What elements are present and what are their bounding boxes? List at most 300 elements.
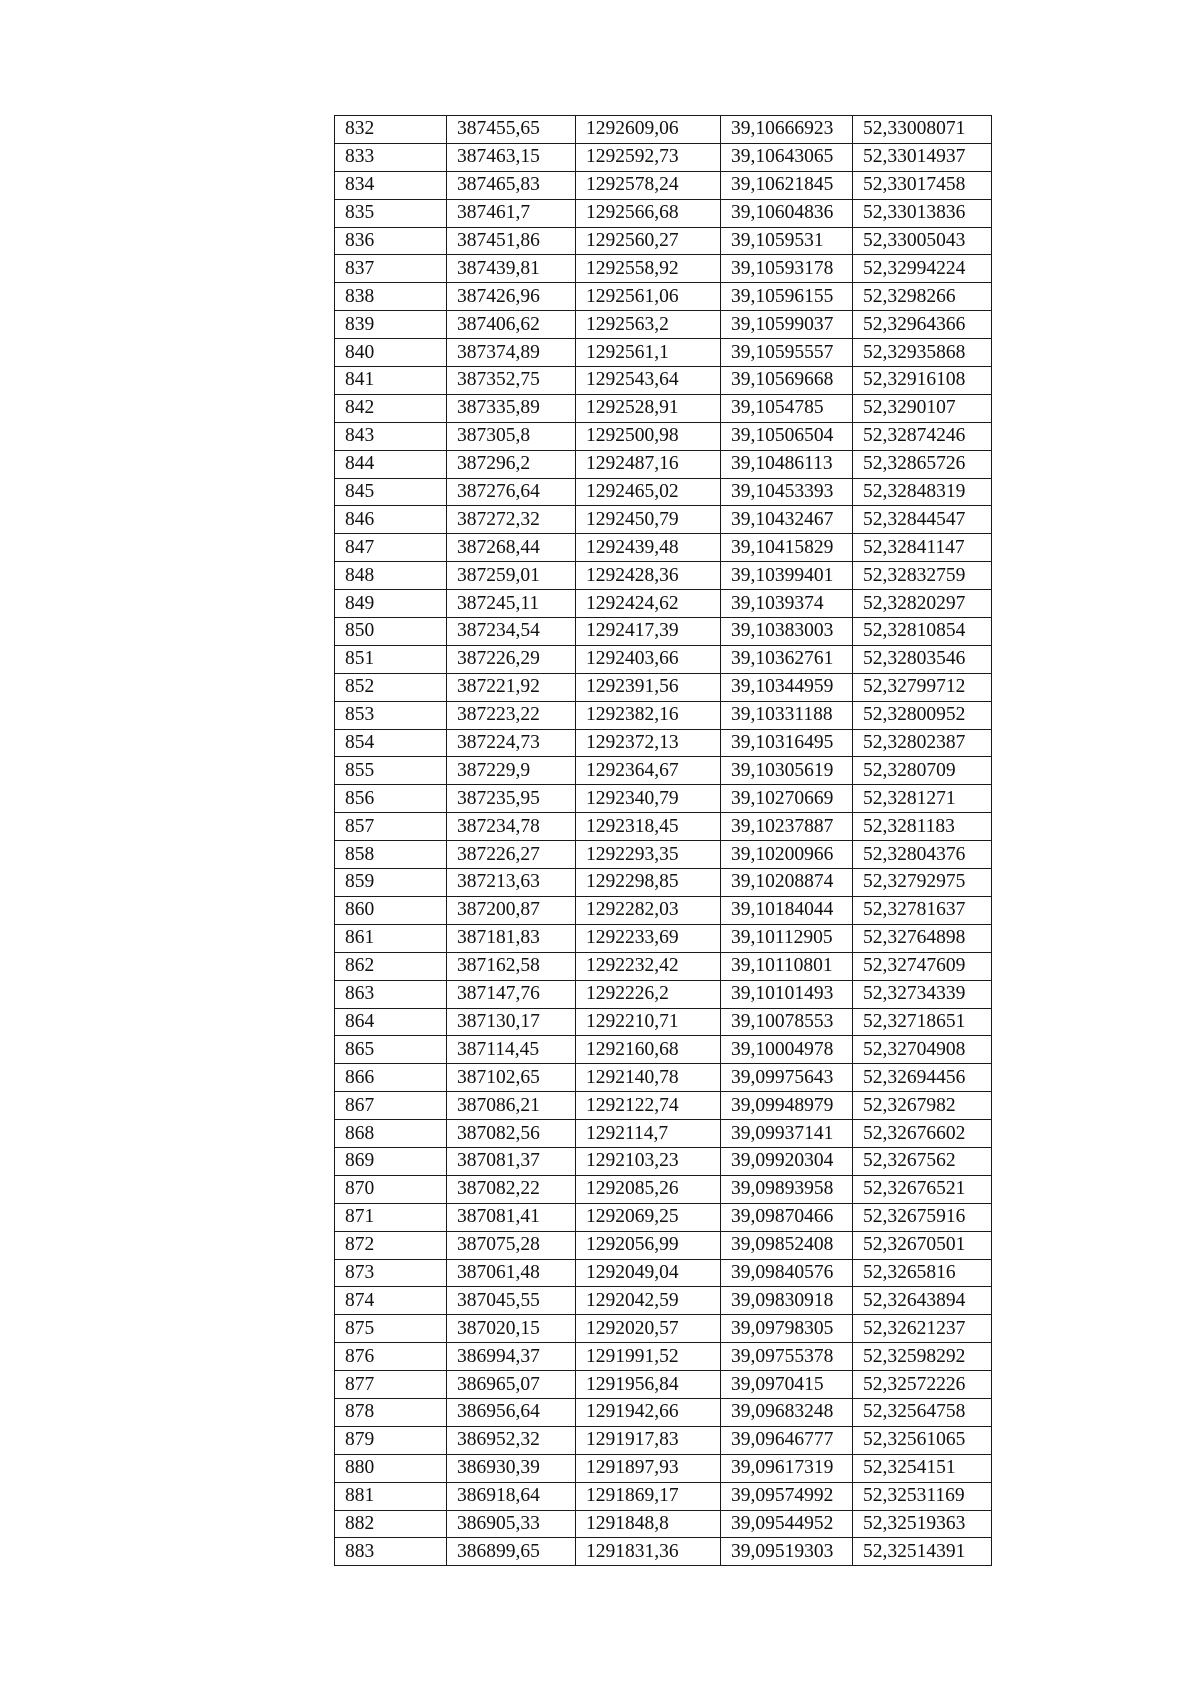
point-number-cell: 858 <box>335 841 447 869</box>
table-row <box>335 367 992 395</box>
point-number-cell: 847 <box>335 534 447 562</box>
x-coordinate-cell: 386918,64 <box>447 1482 576 1510</box>
latitude-cell: 52,32694456 <box>853 1064 992 1092</box>
latitude-cell: 52,33017458 <box>853 171 992 199</box>
table-row <box>335 590 992 618</box>
longitude-cell: 39,10506504 <box>721 422 853 450</box>
y-coordinate-cell: 1292020,57 <box>576 1315 721 1343</box>
longitude-cell: 39,10593178 <box>721 255 853 283</box>
point-number-cell: 875 <box>335 1315 447 1343</box>
y-coordinate-cell: 1292056,99 <box>576 1231 721 1259</box>
longitude-cell: 39,09937141 <box>721 1120 853 1148</box>
table-row <box>335 1538 992 1566</box>
point-number-cell: 874 <box>335 1287 447 1315</box>
y-coordinate-cell: 1292114,7 <box>576 1120 721 1148</box>
longitude-cell: 39,10316495 <box>721 729 853 757</box>
x-coordinate-cell: 387455,65 <box>447 116 576 144</box>
latitude-cell: 52,33013836 <box>853 199 992 227</box>
table-row <box>335 701 992 729</box>
x-coordinate-cell: 387406,62 <box>447 311 576 339</box>
y-coordinate-cell: 1292122,74 <box>576 1092 721 1120</box>
latitude-cell: 52,32643894 <box>853 1287 992 1315</box>
y-coordinate-cell: 1292049,04 <box>576 1259 721 1287</box>
point-number-cell: 842 <box>335 394 447 422</box>
latitude-cell: 52,32561065 <box>853 1426 992 1454</box>
latitude-cell: 52,32781637 <box>853 896 992 924</box>
x-coordinate-cell: 387296,2 <box>447 450 576 478</box>
y-coordinate-cell: 1292558,92 <box>576 255 721 283</box>
x-coordinate-cell: 386965,07 <box>447 1371 576 1399</box>
latitude-cell: 52,32572226 <box>853 1371 992 1399</box>
longitude-cell: 39,10596155 <box>721 283 853 311</box>
y-coordinate-cell: 1292382,16 <box>576 701 721 729</box>
point-number-cell: 857 <box>335 813 447 841</box>
point-number-cell: 834 <box>335 171 447 199</box>
table-row <box>335 116 992 144</box>
x-coordinate-cell: 387061,48 <box>447 1259 576 1287</box>
table-row <box>335 1482 992 1510</box>
longitude-cell: 39,10112905 <box>721 924 853 952</box>
y-coordinate-cell: 1291917,83 <box>576 1426 721 1454</box>
longitude-cell: 39,10595557 <box>721 339 853 367</box>
point-number-cell: 862 <box>335 952 447 980</box>
point-number-cell: 880 <box>335 1454 447 1482</box>
longitude-cell: 39,1059531 <box>721 227 853 255</box>
longitude-cell: 39,09574992 <box>721 1482 853 1510</box>
x-coordinate-cell: 386952,32 <box>447 1426 576 1454</box>
longitude-cell: 39,10344959 <box>721 673 853 701</box>
x-coordinate-cell: 387463,15 <box>447 143 576 171</box>
longitude-cell: 39,10004978 <box>721 1036 853 1064</box>
latitude-cell: 52,32799712 <box>853 673 992 701</box>
longitude-cell: 39,09830918 <box>721 1287 853 1315</box>
latitude-cell: 52,32718651 <box>853 1008 992 1036</box>
point-number-cell: 836 <box>335 227 447 255</box>
point-number-cell: 854 <box>335 729 447 757</box>
x-coordinate-cell: 387045,55 <box>447 1287 576 1315</box>
longitude-cell: 39,09798305 <box>721 1315 853 1343</box>
table-row <box>335 1120 992 1148</box>
table-row <box>335 283 992 311</box>
y-coordinate-cell: 1292592,73 <box>576 143 721 171</box>
point-number-cell: 851 <box>335 645 447 673</box>
latitude-cell: 52,32621237 <box>853 1315 992 1343</box>
x-coordinate-cell: 387465,83 <box>447 171 576 199</box>
x-coordinate-cell: 387130,17 <box>447 1008 576 1036</box>
longitude-cell: 39,10362761 <box>721 645 853 673</box>
point-number-cell: 868 <box>335 1120 447 1148</box>
table-row <box>335 1092 992 1120</box>
latitude-cell: 52,3267562 <box>853 1147 992 1175</box>
y-coordinate-cell: 1292140,78 <box>576 1064 721 1092</box>
latitude-cell: 52,32802387 <box>853 729 992 757</box>
point-number-cell: 835 <box>335 199 447 227</box>
longitude-cell: 39,10453393 <box>721 478 853 506</box>
latitude-cell: 52,32519363 <box>853 1510 992 1538</box>
x-coordinate-cell: 387224,73 <box>447 729 576 757</box>
x-coordinate-cell: 387082,22 <box>447 1175 576 1203</box>
latitude-cell: 52,32514391 <box>853 1538 992 1566</box>
table-row <box>335 757 992 785</box>
y-coordinate-cell: 1292560,27 <box>576 227 721 255</box>
point-number-cell: 837 <box>335 255 447 283</box>
point-number-cell: 869 <box>335 1147 447 1175</box>
longitude-cell: 39,10237887 <box>721 813 853 841</box>
x-coordinate-cell: 387181,83 <box>447 924 576 952</box>
x-coordinate-cell: 386905,33 <box>447 1510 576 1538</box>
table-row <box>335 199 992 227</box>
table-row <box>335 673 992 701</box>
table-row <box>335 1398 992 1426</box>
table-row <box>335 562 992 590</box>
latitude-cell: 52,32764898 <box>853 924 992 952</box>
x-coordinate-cell: 387305,8 <box>447 422 576 450</box>
latitude-cell: 52,32598292 <box>853 1343 992 1371</box>
y-coordinate-cell: 1292561,06 <box>576 283 721 311</box>
point-number-cell: 850 <box>335 618 447 646</box>
table-row <box>335 534 992 562</box>
table-row <box>335 1426 992 1454</box>
longitude-cell: 39,10432467 <box>721 506 853 534</box>
x-coordinate-cell: 387268,44 <box>447 534 576 562</box>
table-row <box>335 924 992 952</box>
latitude-cell: 52,32865726 <box>853 450 992 478</box>
table-row <box>335 1454 992 1482</box>
point-number-cell: 865 <box>335 1036 447 1064</box>
point-number-cell: 849 <box>335 590 447 618</box>
y-coordinate-cell: 1292609,06 <box>576 116 721 144</box>
y-coordinate-cell: 1291991,52 <box>576 1343 721 1371</box>
table-row <box>335 143 992 171</box>
x-coordinate-cell: 386930,39 <box>447 1454 576 1482</box>
point-number-cell: 853 <box>335 701 447 729</box>
table-row <box>335 1371 992 1399</box>
x-coordinate-cell: 386956,64 <box>447 1398 576 1426</box>
x-coordinate-cell: 387461,7 <box>447 199 576 227</box>
x-coordinate-cell: 387226,27 <box>447 841 576 869</box>
point-number-cell: 856 <box>335 785 447 813</box>
y-coordinate-cell: 1292364,67 <box>576 757 721 785</box>
point-number-cell: 867 <box>335 1092 447 1120</box>
table-row <box>335 618 992 646</box>
x-coordinate-cell: 387223,22 <box>447 701 576 729</box>
longitude-cell: 39,10569668 <box>721 367 853 395</box>
longitude-cell: 39,09755378 <box>721 1343 853 1371</box>
table-row <box>335 1175 992 1203</box>
longitude-cell: 39,10270669 <box>721 785 853 813</box>
table-row <box>335 729 992 757</box>
point-number-cell: 843 <box>335 422 447 450</box>
table-row <box>335 1036 992 1064</box>
table-row <box>335 1203 992 1231</box>
table-row <box>335 1510 992 1538</box>
point-number-cell: 832 <box>335 116 447 144</box>
point-number-cell: 863 <box>335 980 447 1008</box>
point-number-cell: 838 <box>335 283 447 311</box>
y-coordinate-cell: 1291942,66 <box>576 1398 721 1426</box>
table-row <box>335 1064 992 1092</box>
x-coordinate-cell: 387245,11 <box>447 590 576 618</box>
y-coordinate-cell: 1292439,48 <box>576 534 721 562</box>
point-number-cell: 844 <box>335 450 447 478</box>
y-coordinate-cell: 1292293,35 <box>576 841 721 869</box>
y-coordinate-cell: 1291848,8 <box>576 1510 721 1538</box>
point-number-cell: 861 <box>335 924 447 952</box>
longitude-cell: 39,09646777 <box>721 1426 853 1454</box>
y-coordinate-cell: 1292232,42 <box>576 952 721 980</box>
point-number-cell: 871 <box>335 1203 447 1231</box>
x-coordinate-cell: 387147,76 <box>447 980 576 1008</box>
longitude-cell: 39,10415829 <box>721 534 853 562</box>
x-coordinate-cell: 387081,41 <box>447 1203 576 1231</box>
point-number-cell: 883 <box>335 1538 447 1566</box>
latitude-cell: 52,32994224 <box>853 255 992 283</box>
latitude-cell: 52,32848319 <box>853 478 992 506</box>
point-number-cell: 848 <box>335 562 447 590</box>
longitude-cell: 39,10643065 <box>721 143 853 171</box>
table-row <box>335 841 992 869</box>
x-coordinate-cell: 387235,95 <box>447 785 576 813</box>
latitude-cell: 52,33005043 <box>853 227 992 255</box>
y-coordinate-cell: 1292561,1 <box>576 339 721 367</box>
latitude-cell: 52,32874246 <box>853 422 992 450</box>
latitude-cell: 52,32803546 <box>853 645 992 673</box>
table-row <box>335 1008 992 1036</box>
y-coordinate-cell: 1292487,16 <box>576 450 721 478</box>
latitude-cell: 52,32531169 <box>853 1482 992 1510</box>
table-row <box>335 785 992 813</box>
y-coordinate-cell: 1291869,17 <box>576 1482 721 1510</box>
point-number-cell: 877 <box>335 1371 447 1399</box>
longitude-cell: 39,10208874 <box>721 869 853 897</box>
y-coordinate-cell: 1291831,36 <box>576 1538 721 1566</box>
y-coordinate-cell: 1292465,02 <box>576 478 721 506</box>
latitude-cell: 52,32800952 <box>853 701 992 729</box>
y-coordinate-cell: 1292417,39 <box>576 618 721 646</box>
longitude-cell: 39,09519303 <box>721 1538 853 1566</box>
longitude-cell: 39,09544952 <box>721 1510 853 1538</box>
point-number-cell: 876 <box>335 1343 447 1371</box>
latitude-cell: 52,32747609 <box>853 952 992 980</box>
point-number-cell: 866 <box>335 1064 447 1092</box>
y-coordinate-cell: 1292543,64 <box>576 367 721 395</box>
x-coordinate-cell: 387426,96 <box>447 283 576 311</box>
latitude-cell: 52,32964366 <box>853 311 992 339</box>
longitude-cell: 39,09617319 <box>721 1454 853 1482</box>
point-number-cell: 833 <box>335 143 447 171</box>
x-coordinate-cell: 387335,89 <box>447 394 576 422</box>
x-coordinate-cell: 387102,65 <box>447 1064 576 1092</box>
longitude-cell: 39,10078553 <box>721 1008 853 1036</box>
latitude-cell: 52,3281183 <box>853 813 992 841</box>
table-row <box>335 311 992 339</box>
latitude-cell: 52,32734339 <box>853 980 992 1008</box>
x-coordinate-cell: 387081,37 <box>447 1147 576 1175</box>
x-coordinate-cell: 387439,81 <box>447 255 576 283</box>
point-number-cell: 860 <box>335 896 447 924</box>
x-coordinate-cell: 387082,56 <box>447 1120 576 1148</box>
x-coordinate-cell: 387075,28 <box>447 1231 576 1259</box>
point-number-cell: 864 <box>335 1008 447 1036</box>
longitude-cell: 39,09948979 <box>721 1092 853 1120</box>
latitude-cell: 52,32676602 <box>853 1120 992 1148</box>
y-coordinate-cell: 1292282,03 <box>576 896 721 924</box>
table-row <box>335 506 992 534</box>
longitude-cell: 39,10110801 <box>721 952 853 980</box>
table-row <box>335 869 992 897</box>
table-row <box>335 450 992 478</box>
longitude-cell: 39,10200966 <box>721 841 853 869</box>
table-row <box>335 813 992 841</box>
latitude-cell: 52,32704908 <box>853 1036 992 1064</box>
x-coordinate-cell: 386899,65 <box>447 1538 576 1566</box>
latitude-cell: 52,32844547 <box>853 506 992 534</box>
x-coordinate-cell: 387226,29 <box>447 645 576 673</box>
point-number-cell: 878 <box>335 1398 447 1426</box>
y-coordinate-cell: 1292318,45 <box>576 813 721 841</box>
longitude-cell: 39,1054785 <box>721 394 853 422</box>
x-coordinate-cell: 387020,15 <box>447 1315 576 1343</box>
y-coordinate-cell: 1292226,2 <box>576 980 721 1008</box>
point-number-cell: 873 <box>335 1259 447 1287</box>
longitude-cell: 39,10184044 <box>721 896 853 924</box>
latitude-cell: 52,32792975 <box>853 869 992 897</box>
y-coordinate-cell: 1292298,85 <box>576 869 721 897</box>
longitude-cell: 39,09870466 <box>721 1203 853 1231</box>
y-coordinate-cell: 1292578,24 <box>576 171 721 199</box>
longitude-cell: 39,09852408 <box>721 1231 853 1259</box>
y-coordinate-cell: 1292428,36 <box>576 562 721 590</box>
y-coordinate-cell: 1292042,59 <box>576 1287 721 1315</box>
table-row <box>335 1231 992 1259</box>
latitude-cell: 52,32841147 <box>853 534 992 562</box>
longitude-cell: 39,10621845 <box>721 171 853 199</box>
longitude-cell: 39,1039374 <box>721 590 853 618</box>
latitude-cell: 52,3280709 <box>853 757 992 785</box>
table-row <box>335 1147 992 1175</box>
latitude-cell: 52,32810854 <box>853 618 992 646</box>
point-number-cell: 841 <box>335 367 447 395</box>
longitude-cell: 39,10604836 <box>721 199 853 227</box>
x-coordinate-cell: 387352,75 <box>447 367 576 395</box>
table-row <box>335 394 992 422</box>
y-coordinate-cell: 1292233,69 <box>576 924 721 952</box>
y-coordinate-cell: 1292210,71 <box>576 1008 721 1036</box>
y-coordinate-cell: 1292103,23 <box>576 1147 721 1175</box>
point-number-cell: 839 <box>335 311 447 339</box>
y-coordinate-cell: 1292500,98 <box>576 422 721 450</box>
point-number-cell: 870 <box>335 1175 447 1203</box>
y-coordinate-cell: 1292566,68 <box>576 199 721 227</box>
x-coordinate-cell: 387213,63 <box>447 869 576 897</box>
x-coordinate-cell: 386994,37 <box>447 1343 576 1371</box>
x-coordinate-cell: 387229,9 <box>447 757 576 785</box>
x-coordinate-cell: 387086,21 <box>447 1092 576 1120</box>
point-number-cell: 859 <box>335 869 447 897</box>
longitude-cell: 39,10399401 <box>721 562 853 590</box>
latitude-cell: 52,33008071 <box>853 116 992 144</box>
latitude-cell: 52,3298266 <box>853 283 992 311</box>
longitude-cell: 39,10666923 <box>721 116 853 144</box>
table-row <box>335 952 992 980</box>
table-row <box>335 227 992 255</box>
latitude-cell: 52,32832759 <box>853 562 992 590</box>
latitude-cell: 52,32820297 <box>853 590 992 618</box>
y-coordinate-cell: 1292069,25 <box>576 1203 721 1231</box>
x-coordinate-cell: 387234,54 <box>447 618 576 646</box>
longitude-cell: 39,09920304 <box>721 1147 853 1175</box>
latitude-cell: 52,3265816 <box>853 1259 992 1287</box>
y-coordinate-cell: 1292085,26 <box>576 1175 721 1203</box>
table-row <box>335 339 992 367</box>
point-number-cell: 840 <box>335 339 447 367</box>
x-coordinate-cell: 387234,78 <box>447 813 576 841</box>
x-coordinate-cell: 387374,89 <box>447 339 576 367</box>
table-row <box>335 1287 992 1315</box>
longitude-cell: 39,10331188 <box>721 701 853 729</box>
x-coordinate-cell: 387451,86 <box>447 227 576 255</box>
x-coordinate-cell: 387276,64 <box>447 478 576 506</box>
latitude-cell: 52,32675916 <box>853 1203 992 1231</box>
x-coordinate-cell: 387114,45 <box>447 1036 576 1064</box>
latitude-cell: 52,33014937 <box>853 143 992 171</box>
table-row <box>335 255 992 283</box>
longitude-cell: 39,10599037 <box>721 311 853 339</box>
latitude-cell: 52,32935868 <box>853 339 992 367</box>
latitude-cell: 52,32676521 <box>853 1175 992 1203</box>
y-coordinate-cell: 1292528,91 <box>576 394 721 422</box>
table-row <box>335 1315 992 1343</box>
x-coordinate-cell: 387221,92 <box>447 673 576 701</box>
y-coordinate-cell: 1292424,62 <box>576 590 721 618</box>
coordinates-table <box>334 115 992 1566</box>
y-coordinate-cell: 1292563,2 <box>576 311 721 339</box>
longitude-cell: 39,0970415 <box>721 1371 853 1399</box>
table-row <box>335 980 992 1008</box>
point-number-cell: 852 <box>335 673 447 701</box>
y-coordinate-cell: 1292160,68 <box>576 1036 721 1064</box>
table-row <box>335 896 992 924</box>
table-row <box>335 422 992 450</box>
longitude-cell: 39,09683248 <box>721 1398 853 1426</box>
x-coordinate-cell: 387259,01 <box>447 562 576 590</box>
table-row <box>335 1343 992 1371</box>
point-number-cell: 855 <box>335 757 447 785</box>
latitude-cell: 52,32916108 <box>853 367 992 395</box>
y-coordinate-cell: 1291897,93 <box>576 1454 721 1482</box>
point-number-cell: 879 <box>335 1426 447 1454</box>
longitude-cell: 39,09975643 <box>721 1064 853 1092</box>
longitude-cell: 39,10305619 <box>721 757 853 785</box>
point-number-cell: 881 <box>335 1482 447 1510</box>
y-coordinate-cell: 1292450,79 <box>576 506 721 534</box>
table-row <box>335 645 992 673</box>
x-coordinate-cell: 387200,87 <box>447 896 576 924</box>
y-coordinate-cell: 1292391,56 <box>576 673 721 701</box>
y-coordinate-cell: 1291956,84 <box>576 1371 721 1399</box>
longitude-cell: 39,10101493 <box>721 980 853 1008</box>
latitude-cell: 52,3254151 <box>853 1454 992 1482</box>
y-coordinate-cell: 1292340,79 <box>576 785 721 813</box>
x-coordinate-cell: 387272,32 <box>447 506 576 534</box>
latitude-cell: 52,3290107 <box>853 394 992 422</box>
longitude-cell: 39,10383003 <box>721 618 853 646</box>
longitude-cell: 39,09840576 <box>721 1259 853 1287</box>
point-number-cell: 882 <box>335 1510 447 1538</box>
latitude-cell: 52,3281271 <box>853 785 992 813</box>
point-number-cell: 872 <box>335 1231 447 1259</box>
latitude-cell: 52,32564758 <box>853 1398 992 1426</box>
